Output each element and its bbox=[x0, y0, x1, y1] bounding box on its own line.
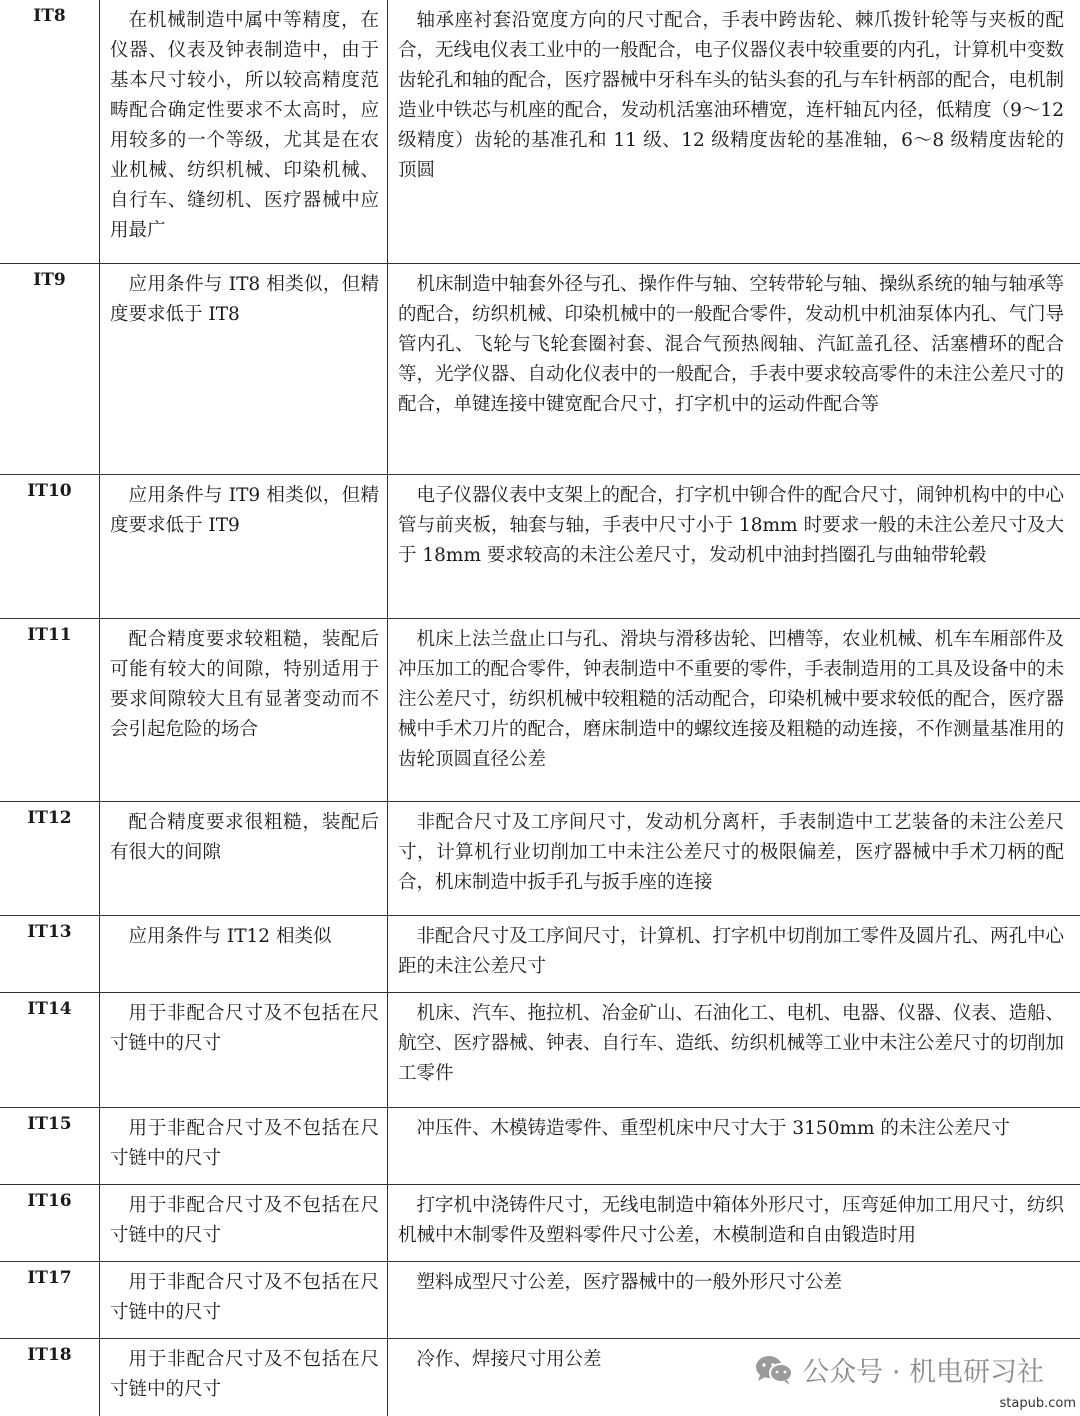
examples-cell: 非配合尺寸及工序间尺寸，发动机分离杆，手表制造中工艺装备的未注公差尺寸，计算机行业切削加工中未注公差尺寸的极限偏差，医疗器械中手术刀柄的配合，机床制造中扳手孔与扳手座的连接 bbox=[398, 812, 1064, 893]
grade-cell: IT17 bbox=[0, 1262, 100, 1338]
examples-cell: 非配合尺寸及工序间尺寸，计算机、打字机中切削加工零件及圆片孔、两孔中心距的未注公差尺寸 bbox=[398, 926, 1065, 977]
table-row bbox=[0, 475, 1080, 619]
examples-cell: 电子仪器仪表中支架上的配合，打字机中铆合件的配合尺寸，闹钟机构中的中心管与前夹板，轴套与轴，手表中尺寸小于 18mm 时要求一般的未注公差尺寸及大于 18mm 要求较高的未注公差尺寸，发动机中油封挡圈孔与曲轴带轮毂 bbox=[398, 485, 1065, 566]
examples-cell: 打字机中浇铸件尺寸，无线电制造中箱体外形尺寸，压弯延伸加工用尺寸，纺织机械中木制零件及塑料零件尺寸公差，木模制造和自由锻造时用 bbox=[398, 1195, 1065, 1246]
watermark-text: 公众号 · 机电研习社 bbox=[802, 1357, 1044, 1388]
condition-cell: 在机械制造中属中等精度，在仪器、仪表及钟表制造中，由于基本尺寸较小，所以较高精度范畴配合确定性要求不太高时，应用较多的一个等级，尤其是在农业机械、纺织机械、印染机械、自行车、缝纫机、医疗器械中应用最广 bbox=[100, 0, 388, 263]
condition-cell: 用于非配合尺寸及不包括在尺寸链中的尺寸 bbox=[100, 993, 388, 1107]
grade-cell: IT13 bbox=[0, 916, 100, 992]
condition-cell: 应用条件与 IT12 相类似 bbox=[100, 916, 388, 992]
grade-cell: IT12 bbox=[0, 802, 100, 915]
table-row bbox=[0, 0, 1080, 264]
condition-cell: 应用条件与 IT9 相类似，但精度要求低于 IT9 bbox=[100, 475, 388, 618]
examples-cell: 冷作、焊接尺寸用公差 bbox=[416, 1349, 602, 1370]
grade-cell: IT11 bbox=[0, 619, 100, 801]
examples-cell: 机床、汽车、拖拉机、冶金矿山、石油化工、电机、电器、仪器、仪表、造船、航空、医疗器械、钟表、自行车、造纸、纺织机械等工业中未注公差尺寸的切削加工零件 bbox=[398, 1003, 1065, 1084]
table-row bbox=[0, 264, 1080, 475]
examples-cell: 机床上法兰盘止口与孔、滑块与滑移齿轮、凹槽等，农业机械、机车车厢部件及冲压加工的配合零件，钟表制造中不重要的零件，手表制造用的工具及设备中的未注公差尺寸，纺织机械中较粗糙的活动配合，印染机械中要求较低的配合，医疗器械中手术刀片的配合，磨床制造中的螺纹连接及粗糙的动连接，不作测量基准用的齿轮顶圆直径公差 bbox=[398, 629, 1065, 770]
wechat-icon bbox=[754, 1354, 794, 1386]
grade-cell: IT8 bbox=[0, 0, 100, 263]
table-row bbox=[0, 619, 1080, 802]
condition-cell: 应用条件与 IT8 相类似，但精度要求低于 IT8 bbox=[100, 264, 388, 474]
grade-cell: IT16 bbox=[0, 1185, 100, 1261]
watermark bbox=[754, 1350, 1044, 1389]
table-row bbox=[0, 916, 1080, 993]
table-row bbox=[0, 993, 1080, 1108]
condition-cell: 用于非配合尺寸及不包括在尺寸链中的尺寸 bbox=[100, 1185, 388, 1261]
examples-cell: 冲压件、木模铸造零件、重型机床中尺寸大于 3150mm 的未注公差尺寸 bbox=[416, 1118, 1010, 1139]
grade-cell: IT9 bbox=[0, 264, 100, 474]
table-row bbox=[0, 1262, 1080, 1339]
grade-cell: IT18 bbox=[0, 1339, 100, 1416]
examples-cell: 机床制造中轴套外径与孔、操作件与轴、空转带轮与轴、操纵系统的轴与轴承等的配合，纺织机械、印染机械中的一般配合零件，发动机中机油泵体内孔、气门导管内孔、飞轮与飞轮套圈衬套、混合气预热阀轴、汽缸盖孔径、活塞槽环的配合等，光学仪器、自动化仪表中的一般配合，手表中要求较高零件的未注公差尺寸的配合，单键连接中键宽配合尺寸，打字机中的运动件配合等 bbox=[398, 274, 1065, 415]
table-row bbox=[0, 802, 1080, 916]
condition-cell: 配合精度要求很粗糙，装配后有很大的间隙 bbox=[100, 802, 388, 915]
condition-cell: 用于非配合尺寸及不包括在尺寸链中的尺寸 bbox=[100, 1108, 388, 1184]
table-row bbox=[0, 1108, 1080, 1185]
condition-cell: 配合精度要求较粗糙，装配后可能有较大的间隙，特别适用于要求间隙较大且有显著变动而不会引起危险的场合 bbox=[100, 619, 388, 801]
grade-cell: IT10 bbox=[0, 475, 100, 618]
examples-cell: 塑料成型尺寸公差，医疗器械中的一般外形尺寸公差 bbox=[416, 1272, 843, 1293]
grade-cell: IT14 bbox=[0, 993, 100, 1107]
examples-cell: 轴承座衬套沿宽度方向的尺寸配合，手表中跨齿轮、棘爪拨针轮等与夹板的配合，无线电仪表工业中的一般配合，电子仪器仪表中较重要的内孔，计算机中变数齿轮孔和轴的配合，医疗器械中牙科车头的钻头套的孔与车针柄部的配合，电机制造业中铁芯与机座的配合，发动机活塞油环槽宽，连杆轴瓦内径，低精度（9～12级精度）齿轮的基准孔和 11 级、12 级精度齿轮的基准轴，6～8 级精度齿轮的顶圆 bbox=[398, 10, 1065, 181]
condition-cell: 用于非配合尺寸及不包括在尺寸链中的尺寸 bbox=[100, 1339, 388, 1416]
source-label: stapub.com bbox=[999, 1396, 1076, 1411]
table-row bbox=[0, 1185, 1080, 1262]
grade-cell: IT15 bbox=[0, 1108, 100, 1184]
condition-cell: 用于非配合尺寸及不包括在尺寸链中的尺寸 bbox=[100, 1262, 388, 1338]
